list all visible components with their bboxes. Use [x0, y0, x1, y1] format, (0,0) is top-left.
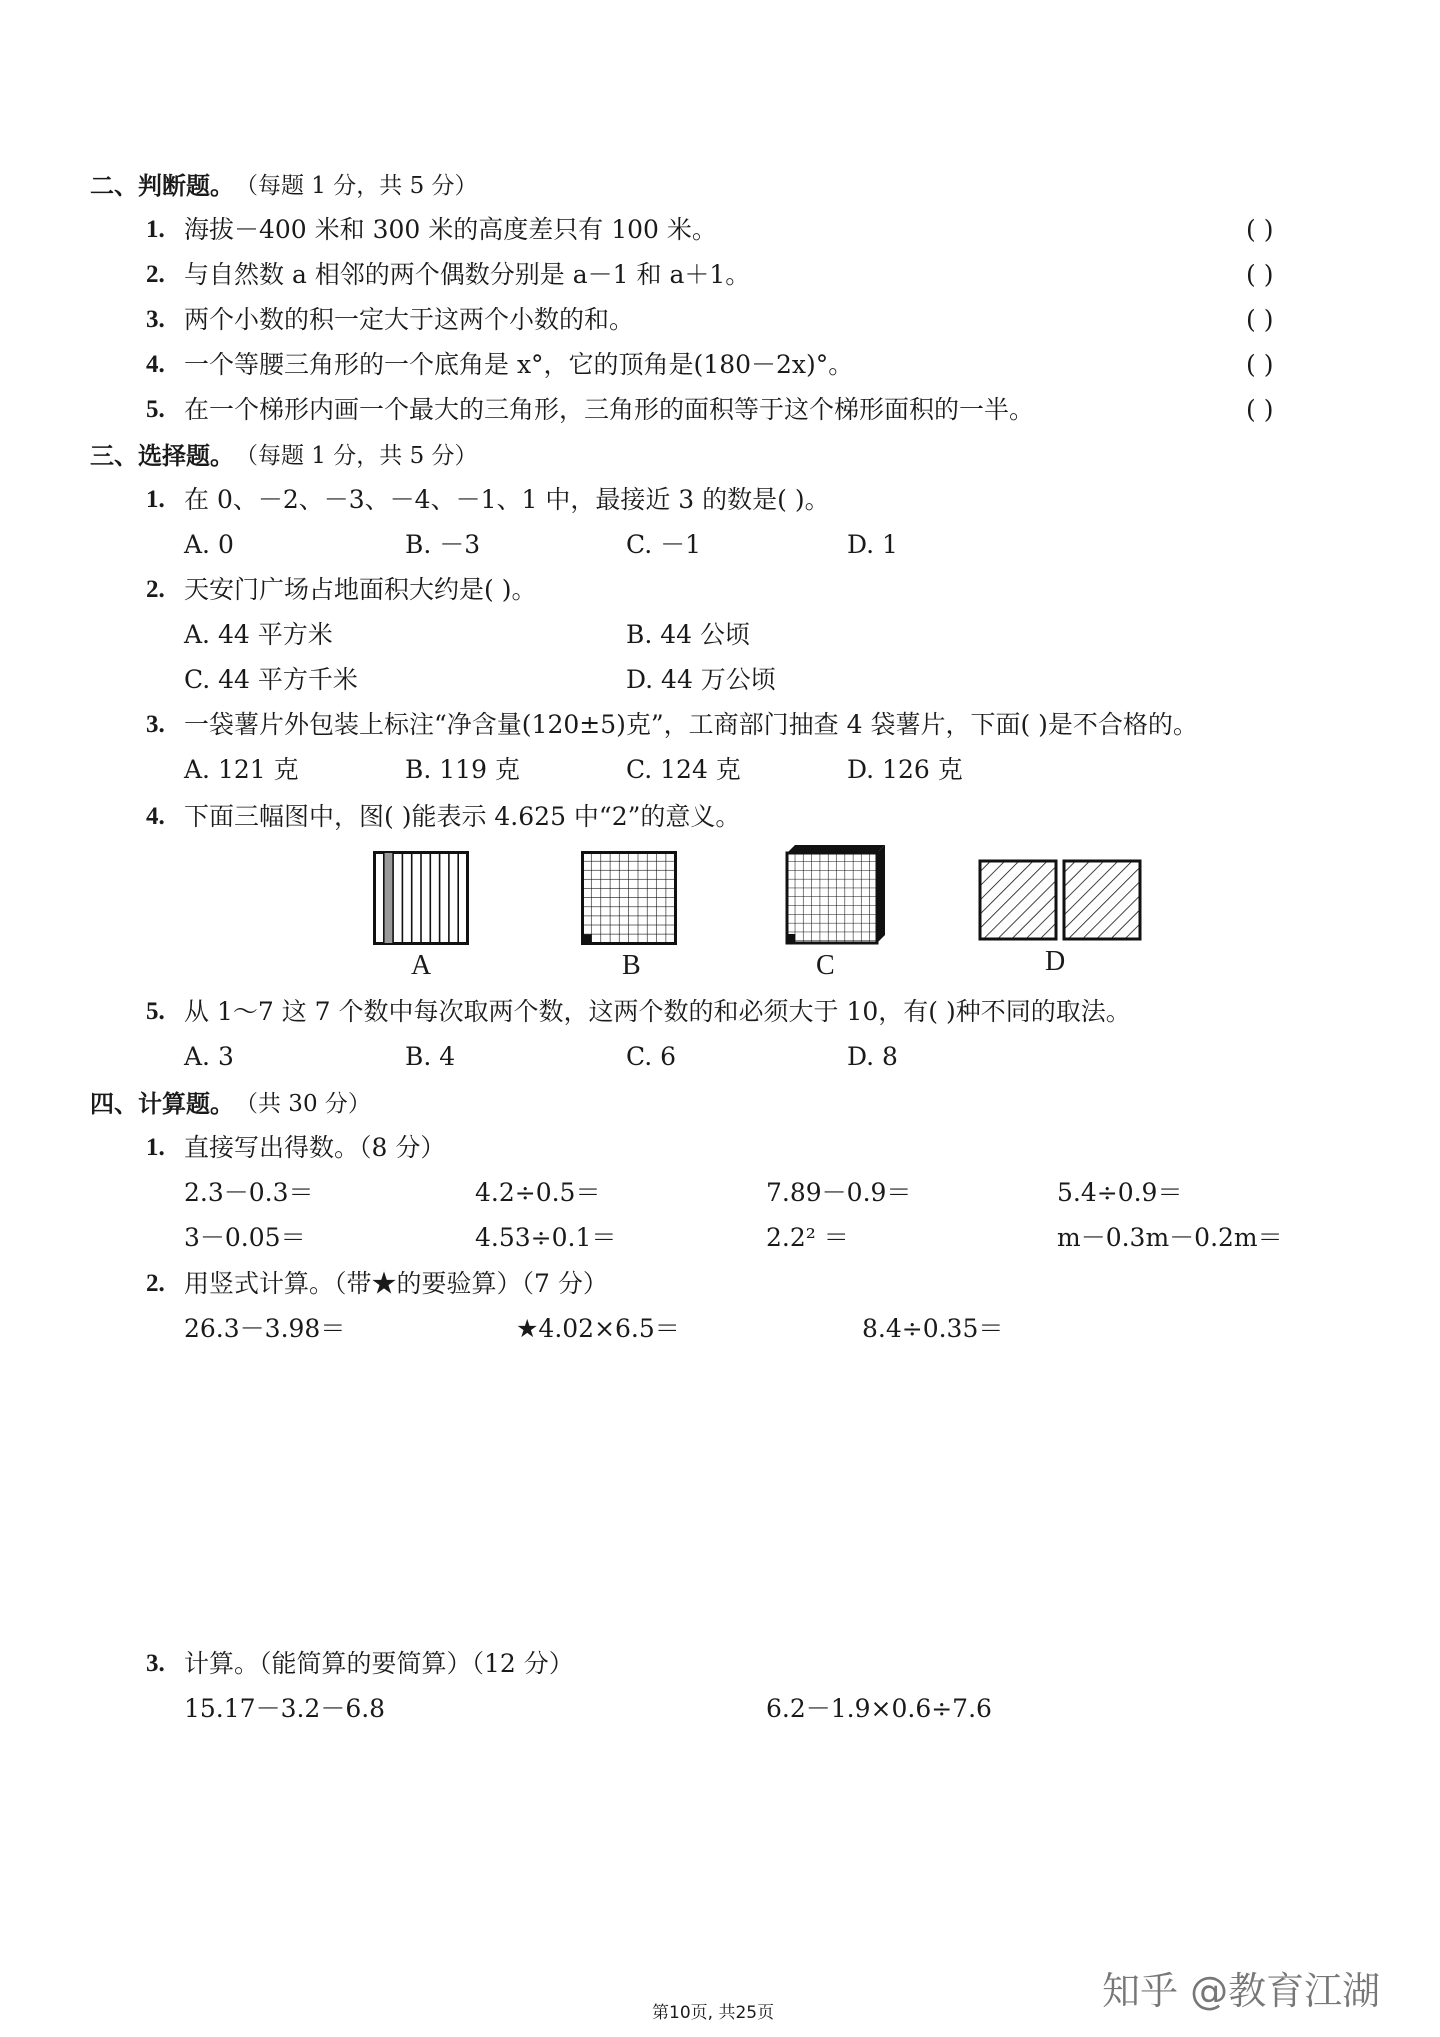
sec4-q3-number: 3.	[146, 1650, 165, 1677]
sec2-q5-number: 5.	[146, 396, 165, 423]
calc-expression: m－0.3m－0.2m＝	[1057, 1223, 1283, 1252]
sec3-q1-option-b[interactable]: B. －3	[405, 530, 481, 559]
section-2-score: （每题 1 分，共 5 分）	[235, 173, 478, 199]
sec3-q5-number: 5.	[146, 998, 165, 1025]
sec3-q3-option-d[interactable]: D. 126 克	[847, 755, 963, 784]
sec2-q5-text: 在一个梯形内画一个最大的三角形，三角形的面积等于这个梯形面积的一半。	[184, 395, 1035, 424]
section-3-score: （每题 1 分，共 5 分）	[235, 443, 478, 469]
figure-b-label[interactable]: B	[622, 950, 641, 981]
sec4-q1-number: 1.	[146, 1134, 165, 1161]
sec3-q5-option-d[interactable]: D. 8	[847, 1042, 898, 1071]
sec2-q2-text: 与自然数 a 相邻的两个偶数分别是 a－1 和 a＋1。	[184, 260, 751, 289]
sec4-q2-text: 用竖式计算。（带★的要验算）（7 分）	[184, 1269, 608, 1298]
vertical-calc-expression: 26.3－3.98＝	[184, 1314, 346, 1343]
simplify-expression: 15.17－3.2－6.8	[184, 1694, 386, 1723]
sec3-q5-option-a[interactable]: A. 3	[184, 1042, 234, 1071]
calc-expression: 4.53÷0.1＝	[475, 1223, 617, 1252]
calc-expression: 2.2² ＝	[766, 1223, 849, 1252]
sec3-q2-number: 2.	[146, 576, 165, 603]
sec3-q2-option-b[interactable]: B. 44 公顷	[626, 620, 751, 649]
sec3-q3-number: 3.	[146, 711, 165, 738]
sec2-q2-answer-blank[interactable]: ( )	[1246, 260, 1274, 289]
sec4-q2-number: 2.	[146, 1270, 165, 1297]
sec2-q3-text: 两个小数的积一定大于这两个小数的和。	[184, 305, 635, 334]
sec3-q3-option-a[interactable]: A. 121 克	[184, 755, 299, 784]
calc-expression: 2.3－0.3＝	[184, 1178, 314, 1207]
sec2-q4-number: 4.	[146, 351, 165, 378]
sec3-q4-number: 4.	[146, 803, 165, 830]
sec2-q1-answer-blank[interactable]: ( )	[1246, 215, 1274, 244]
sec3-q4-text: 下面三幅图中，图( )能表示 4.625 中“2”的意义。	[184, 802, 741, 831]
sec3-q3-option-c[interactable]: C. 124 克	[626, 755, 741, 784]
figure-c-label[interactable]: C	[816, 950, 835, 981]
sec3-q1-option-c[interactable]: C. －1	[626, 530, 702, 559]
section-4-score: （共 30 分）	[235, 1091, 371, 1117]
sec3-q2-text: 天安门广场占地面积大约是( )。	[184, 575, 537, 604]
figure-d-label[interactable]: D	[1045, 946, 1066, 977]
sec3-q5-text: 从 1～7 这 7 个数中每次取两个数，这两个数的和必须大于 10，有( )种不同的取法。	[184, 997, 1131, 1026]
sec3-q1-option-a[interactable]: A. 0	[184, 530, 234, 559]
figure-c-thousandths-cube	[785, 843, 887, 946]
figure-a-label[interactable]: A	[411, 950, 432, 981]
sec3-q3-text: 一袋薯片外包装上标注“净含量(120±5)克”，工商部门抽查 4 袋薯片，下面( )是不合格的。	[184, 710, 1198, 739]
sec4-q1-text: 直接写出得数。（8 分）	[184, 1133, 446, 1162]
figure-d-hatched-squares	[978, 859, 1142, 941]
figure-b-hundredths-grid	[581, 851, 677, 945]
calc-expression: 5.4÷0.9＝	[1057, 1178, 1183, 1207]
sec2-q5-answer-blank[interactable]: ( )	[1246, 395, 1274, 424]
section-4-title: 四、计算题。	[90, 1090, 234, 1118]
section-3-title: 三、选择题。	[90, 442, 234, 470]
simplify-expression: 6.2－1.9×0.6÷7.6	[766, 1694, 992, 1723]
sec2-q1-number: 1.	[146, 216, 165, 243]
sec2-q3-answer-blank[interactable]: ( )	[1246, 305, 1274, 334]
sec2-q4-text: 一个等腰三角形的一个底角是 x°，它的顶角是(180－2x)°。	[184, 350, 854, 379]
sec3-q1-text: 在 0、－2、－3、－4、－1、1 中，最接近 3 的数是( )。	[184, 485, 830, 514]
sec2-q4-answer-blank[interactable]: ( )	[1246, 350, 1274, 379]
sec2-q2-number: 2.	[146, 261, 165, 288]
sec3-q1-number: 1.	[146, 486, 165, 513]
sec3-q5-option-b[interactable]: B. 4	[405, 1042, 456, 1071]
sec3-q1-option-d[interactable]: D. 1	[847, 530, 898, 559]
figure-a-tenths-strips	[373, 851, 469, 945]
sec4-q3-text: 计算。（能简算的要简算）（12 分）	[184, 1649, 574, 1678]
sec2-q1-text: 海拔－400 米和 300 米的高度差只有 100 米。	[184, 215, 717, 244]
section-2-title: 二、判断题。	[90, 172, 234, 200]
page-number: 第10页, 共25页	[652, 2003, 775, 2023]
sec3-q2-option-c[interactable]: C. 44 平方千米	[184, 665, 358, 694]
watermark: 知乎 @教育江湖	[1102, 1969, 1381, 2013]
calc-expression: 7.89－0.9＝	[766, 1178, 912, 1207]
calc-expression: 4.2÷0.5＝	[475, 1178, 601, 1207]
vertical-calc-expression: ★4.02×6.5＝	[516, 1314, 680, 1343]
vertical-calc-expression: 8.4÷0.35＝	[862, 1314, 1004, 1343]
sec3-q2-option-d[interactable]: D. 44 万公顷	[626, 665, 776, 694]
sec3-q2-option-a[interactable]: A. 44 平方米	[184, 620, 333, 649]
sec2-q3-number: 3.	[146, 306, 165, 333]
calc-expression: 3－0.05＝	[184, 1223, 306, 1252]
sec3-q5-option-c[interactable]: C. 6	[626, 1042, 677, 1071]
sec3-q3-option-b[interactable]: B. 119 克	[405, 755, 520, 784]
